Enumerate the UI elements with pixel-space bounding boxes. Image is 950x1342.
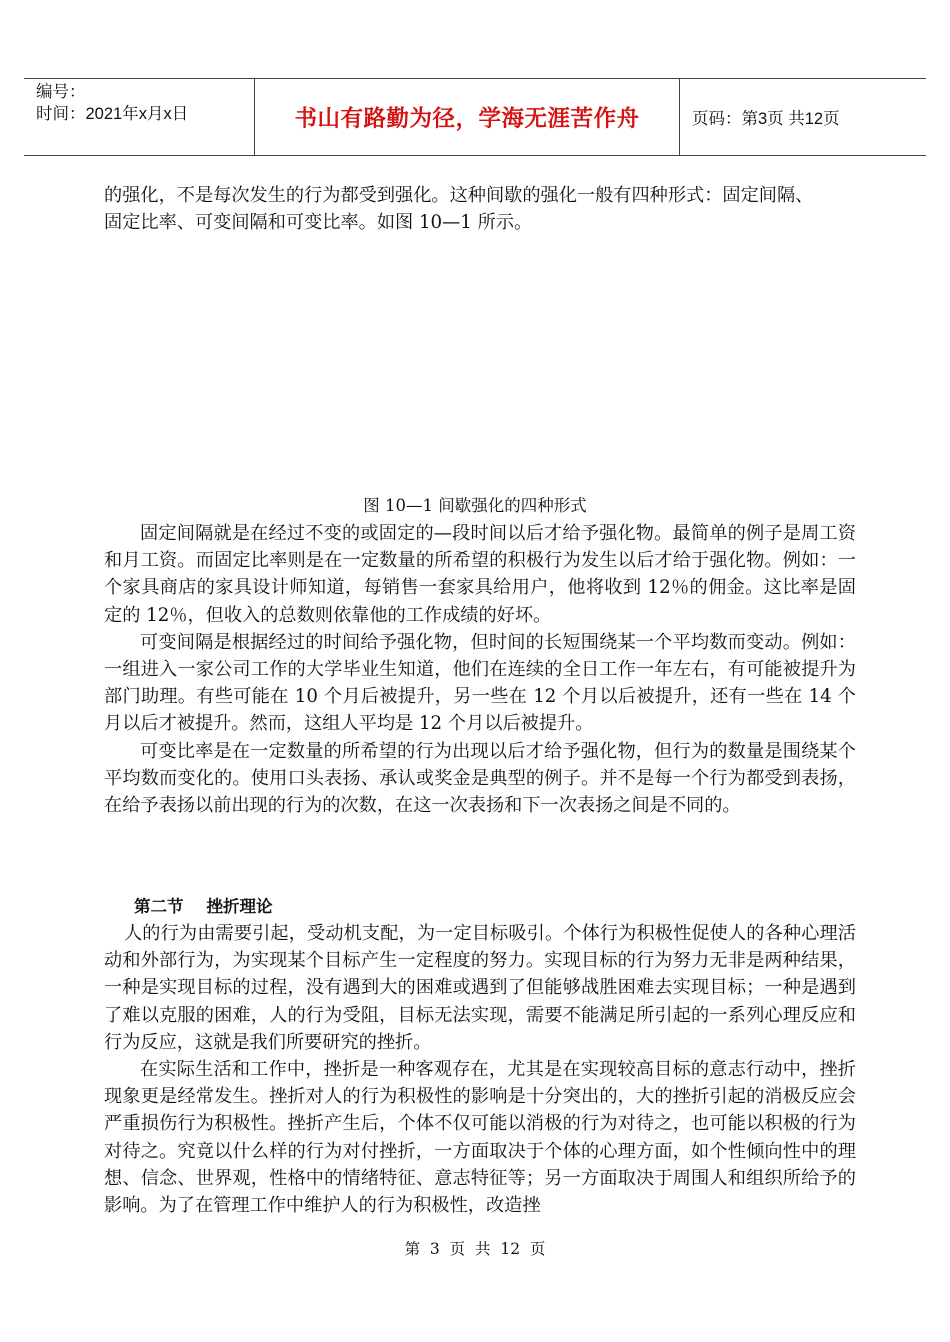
figure-placeholder	[104, 245, 856, 485]
header-meta	[24, 79, 254, 155]
header-motto-cell	[254, 79, 680, 155]
page-header	[24, 78, 926, 156]
intro-line-1: 的强化，不是每次发生的行为都受到强化。这种间歇的强化一般有四种形式：固定间隔、	[104, 185, 814, 206]
section-paragraph-1: 人的行为由需要引起，受动机支配，为一定目标吸引。个体行为积极性促使人的各种心理活动和外部行为，为实现某个目标产生一定程度的努力。实现目标的行为努力无非是两种结果，一种是实现目标的过程，没有遇到大的困难或遇到了但能够战胜困难去实现目标；一种是遇到了难以克服的困难，人的行为受阻，目标无法实现，需要不能满足所引起的一系列心理反应和行为反应，这就是我们所要研究的挫折。	[104, 923, 856, 1053]
paragraph-variable-interval: 可变间隔是根据经过的时间给予强化物，但时间的长短围绕某一个平均数而变动。例如：一组进入一家公司工作的大学毕业生知道，他们在连续的全日工作一年左右，有可能被提升为部门助理。有些可能在 10 个月后被提升，另一些在 12 个月以后被提升，还有一些在 14 个月以后才被提升。然而，这组人平均是 12 个月以后被提升。	[104, 631, 856, 735]
section-body	[104, 920, 856, 1219]
paragraph-variable-ratio: 可变比率是在一定数量的所希望的行为出现以后才给予强化物，但行为的数量是围绕某个平均数而变化的。使用口头表扬、承认或奖金是典型的例子。并不是每一个行为都受到表扬，在给予表扬以前出现的行为的次数，在这一次表扬和下一次表扬之间是不同的。	[104, 740, 856, 817]
section-title: 第二节 挫折理论	[134, 897, 273, 916]
header-motto: 书山有路勤为径，学海无涯苦作舟	[294, 106, 640, 132]
figure-caption: 图 10—1 间歇强化的四种形式	[363, 496, 587, 515]
time-label: 时间：2021年x月x日	[36, 105, 189, 123]
intro-line-2: 固定比率、可变间隔和可变比率。如图 10—1 所示。	[104, 212, 533, 234]
paragraph-fixed-interval: 固定间隔就是在经过不变的或固定的—段时间以后才给予强化物。最简单的例子是周工资和月工资。而固定比率则是在一定数量的所希望的积极行为发生以后才给于强化物。例如：一个家具商店的家具设计师知道，每销售一套家具给用户，他将收到 12％的佣金。这比率是固定的 12％，但收入的总数则依靠他的工作成绩的好坏。	[104, 523, 856, 626]
section-paragraph-2: 在实际生活和工作中，挫折是一种客观存在，尤其是在实现较高目标的意志行动中，挫折现象更是经常发生。挫折对人的行为积极性的影响是十分突出的，大的挫折引起的消极反应会严重损伤行为积极性。挫折产生后，个体不仅可能以消极的行为对待之，也可能以积极的行为对待之。究竟以什么样的行为对付挫折，一方面取决于个体的心理方面，如个性倾向性中的理想、信念、世界观，性格中的情绪特征、意志特征等；另一方面取决于周围人和组织所给予的影响。为了在管理工作中维护人的行为积极性，改造挫	[104, 1059, 856, 1217]
header-page-info: 页码：第3页 共12页	[692, 110, 840, 128]
number-label: 编号：	[36, 83, 86, 101]
body-paragraphs	[104, 520, 856, 819]
intro-text	[104, 182, 856, 236]
page-footer: 第 3 页 共 12 页	[404, 1240, 546, 1258]
